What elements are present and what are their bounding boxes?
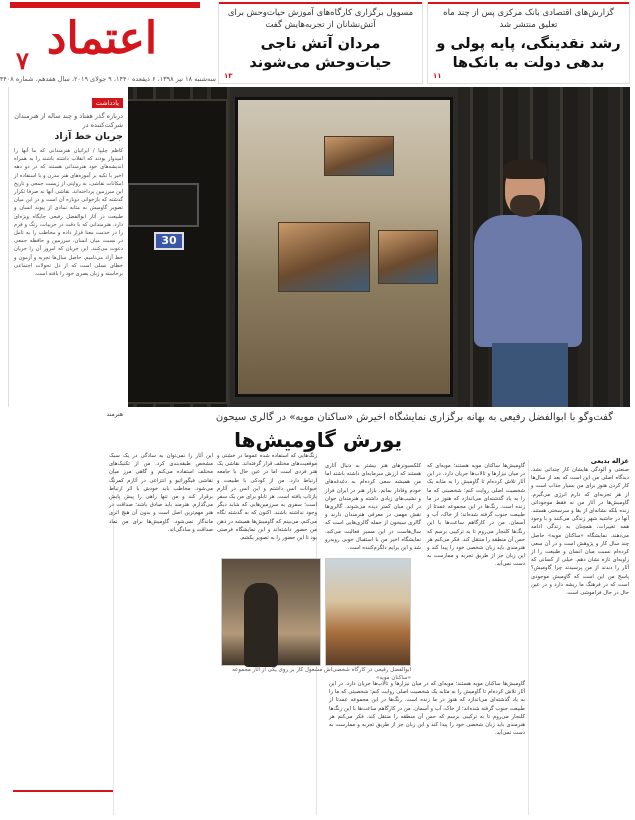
- article-column-1: صنعتی و آلودگی هایشان کار چندانی نشد، دیدگاه اصلی من این است که بعد از سال‌ها کار کردن هنوز برای من بسیار جذاب است و از هر تجربه‌ای که دارم انرژی می‌گیرم. گاومیش‌ها در آثار من نه فقط موجوداتی زنده بلکه نشانه‌ای از بقا و سرسختی هستند. آنها در حاشیه شهر زندگی می‌کنند و با وجود همه تغییرات، همچنان به زندگی ادامه می‌دهند. نمایشگاه «ساکنان مویه» حاصل چند سال کار و پژوهش است و در آن سعی کرده‌ام نسبت میان انسان و طبیعت را از زاویه‌ای تازه نشان دهم. خیلی از کسانی که آثار را دیدند از من پرسیدند چرا گاومیش؟ پاسخ من این است که گاومیش موجودی است که در فرهنگ ما ریشه دارد و در عین حال در حال فراموشی است.: [531, 467, 629, 597]
- artist-beard: [510, 195, 540, 217]
- column-rule: [528, 460, 529, 815]
- article-column-2: گاومیش‌ها ساکنان مویه هستند؛ مویه‌ای که در میان نیزارها و تالاب‌ها جریان دارد. در این آثار تلاش کرده‌ام تا گاومیش را به مثابه یک شخصیت اصلی روایت کنم؛ شخصیتی که ما را به یاد گذشته‌ای می‌اندازد که هنوز در ما زنده است. رنگ‌ها در این مجموعه عمدتا از طبیعت جنوب گرفته شده‌اند؛ از خاک، آب و آسمان. من در کارگاهم ساعت‌ها با این رنگ‌ها کلنجار می‌روم تا به ترکیبی برسم که حس آن منطقه را منتقل کند. فکر می‌کنم هر هنرمندی باید زبان شخصی خود را پیدا کند و این زبان جز از طریق تجربه و ممارست به دست نمی‌آید.: [427, 463, 525, 568]
- teaser-wildlife[interactable]: [218, 2, 423, 84]
- interview-title[interactable]: یورش گاومیش‌ها: [234, 428, 402, 452]
- artist-jeans: [492, 343, 568, 407]
- teaser-page-ref: ۱۱: [433, 72, 442, 80]
- quote-rule: [13, 790, 113, 792]
- article-column-2b: گاومیش‌ها ساکنان مویه هستند؛ مویه‌ای که در میان نیزارها و تالاب‌ها جریان دارد. در این آثار تلاش کرده‌ام تا گاومیش را به مثابه یک شخصیت اصلی روایت کنم؛ شخصیتی که ما را به یاد گذشته‌ای می‌اندازد که هنوز در ما زنده است. رنگ‌ها در این مجموعه عمدتا از طبیعت جنوب گرفته شده‌اند؛ از خاک، آب و آسمان. من در کارگاهم ساعت‌ها با این رنگ‌ها کلنجار می‌روم تا به ترکیبی برسم که حس آن منطقه را منتقل کند. فکر می‌کنم هر هنرمندی باید زبان شخصی خود را پیدا کند و این زبان جز از طریق تجربه و ممارست به دست نمی‌آید.: [329, 681, 525, 737]
- artist-studio-photo: [221, 558, 321, 666]
- teaser-kicker: مسوول برگزاری کارگاه‌های آموزش حیات‌وحش برای آتش‌نشانان از تجربه‌هایش گفت: [227, 8, 414, 30]
- painting: [324, 136, 394, 176]
- teaser-red-rule: [219, 2, 422, 4]
- house-number-plate: 30: [154, 232, 184, 250]
- teaser-headline[interactable]: مردان آتش ناجی حیات‌وحش می‌شوند: [249, 36, 392, 71]
- gallery-interior: [235, 97, 453, 397]
- photo-caption: ابوالفضل رفیعی در کارگاه شخصی‌اش مشغول کار بر روی یکی از آثار مجموعه «ساکنان مویه»: [232, 667, 411, 681]
- sidebar-tag: یادداشت: [92, 98, 123, 108]
- date-line: سه‌شنبه ۱۸ تیر ۱۳۹۸، ۶ ذیقعده ۱۴۴۰، ۹ جولای ۲۰۱۹، سال هفدهم، شماره ۴۴۰۸: [0, 75, 216, 83]
- artwork-photo: [325, 558, 411, 666]
- painting: [378, 230, 438, 284]
- masthead: [0, 2, 216, 86]
- black-door: [126, 99, 228, 404]
- newspaper-logo[interactable]: اعتماد: [46, 13, 158, 64]
- interview-kicker: گفت‌وگو با ابوالفضل رفیعی به بهانه برگزاری نمایشگاه اخیرش «ساکنان مویه» در گالری سیحون: [215, 412, 613, 423]
- teaser-kicker: گزارش‌های اقتصادی بانک مرکزی پس از چند ماه تعلیق منتشر شد: [443, 8, 614, 30]
- painting: [278, 222, 370, 292]
- article-column-3: کلکسیونرهای هنر بیشتر به دنبال آثاری هستند که ارزش سرمایه‌ای داشته باشند اما من همیشه سعی کرده‌ام به دغدغه‌های خودم وفادار بمانم. بازار هنر در ایران فراز و نشیب‌های زیادی داشته و هنرمندان جوان در این میان کمتر دیده می‌شوند. گالری‌ها نقش مهمی در معرفی هنرمندان دارند و گالری سیحون از جمله گالری‌هایی است که سال‌هاست در این مسیر فعالیت می‌کند. نمایشگاه اخیر من با استقبال خوبی روبه‌رو شد و این برایم دلگرم‌کننده است.: [325, 463, 421, 552]
- article-column-5: این آثار را نمی‌توان به سادگی در یک سبک مشخص طبقه‌بندی کرد. من از تکنیک‌های مختلف استفاده می‌کنم و گاهی مرز میان نقاشی فیگوراتیو و انتزاعی در آثارم کمرنگ می‌شود. مخاطب باید خودش با اثر ارتباط برقرار کند و من تنها راهی را پیش پایش می‌گذارم. هنرمند باید صادق باشد؛ صداقت در هنر مهم‌ترین اصل است و بدون آن هیچ اثری ماندگار نمی‌شود. گاومیش‌ها برای من نماد صداقت و سادگی‌اند.: [109, 453, 213, 533]
- sidebar-title[interactable]: جریان خط آزاد: [54, 131, 123, 142]
- artist-shirt: [474, 215, 582, 347]
- opinion-sidebar: [8, 87, 128, 418]
- artist-hair: [503, 159, 547, 179]
- sidebar-signature: هنرمند: [106, 411, 123, 418]
- teaser-red-rule: [428, 2, 629, 4]
- sidebar-body: کاظم چلیپا / ایرانیان هنرمندانی که ما آنها را امیدوار بودند که انقلاب داشته باشند را به همراه اندیشه‌های خود هنرمندانی هستند که در دو دهه اخیر با تکیه بر آموزه‌های هنر مدرن و با استفاده از امکانات نقاشی، به روایتی از زیست جمعی و تاریخ این سرزمین پرداخته‌اند. نقاشی آنها نه صرفا تکرار گذشته که بازخوانی دوباره آن است و در این میان تصویر گاومیش به مثابه نمادی از پیوند انسان و طبیعت در آثار ابوالفضل رفیعی جایگاه ویژه‌ای دارد. هنرمندانی که با دقت در جزییات، رنگ و فرم را در خدمت معنا قرار داده و مخاطب را به تامل در نسبت میان انسان، سرزمین و حافظه جمعی دعوت می‌کنند. این جریان که امروز آن را جریان خط آزاد می‌نامیم، حاصل سال‌ها تجربه و آزمون و خطای نسلی است که از دل تحولات اجتماعی برخاسته و زبان بصری خود را یافته است.: [14, 148, 123, 278]
- article-column-4: زنگ‌هایی که استفاده شده عموما در خشتی و موقعیت‌های مختلف قرار گرفته‌اند. نقاشی یک هنر فردی است اما در عین حال با جامعه ارتباط دارد. من از کودکی با طبیعت و حیوانات انس داشتم و این انس در آثارم بازتاب یافته است. هر تابلو برای من یک سفر است؛ سفری به سرزمین‌هایی که شاید دیگر وجود نداشته باشند. اکنون که به گذشته نگاه می‌کنم، می‌بینم که گاومیش‌ها همیشه در ذهن من حضور داشته‌اند و این نمایشگاه فرصتی بود تا این حضور را به تصویر بکشم.: [217, 453, 317, 542]
- door-mailbox: [127, 183, 199, 227]
- teaser-headline[interactable]: رشد نقدینگی، پایه پولی و بدهی دولت به بانک‌ها: [436, 36, 621, 71]
- page-number: ۷: [16, 46, 29, 75]
- author-byline: غزاله بدیعی: [590, 457, 629, 465]
- teaser-economy[interactable]: [427, 2, 630, 84]
- sidebar-subtitle: درباره گذر هفتاد و چند ساله از هنرمندان شرکت‌کننده در: [14, 112, 123, 129]
- teaser-page-ref: ۱۳: [224, 72, 233, 80]
- artist-figure: [244, 583, 278, 667]
